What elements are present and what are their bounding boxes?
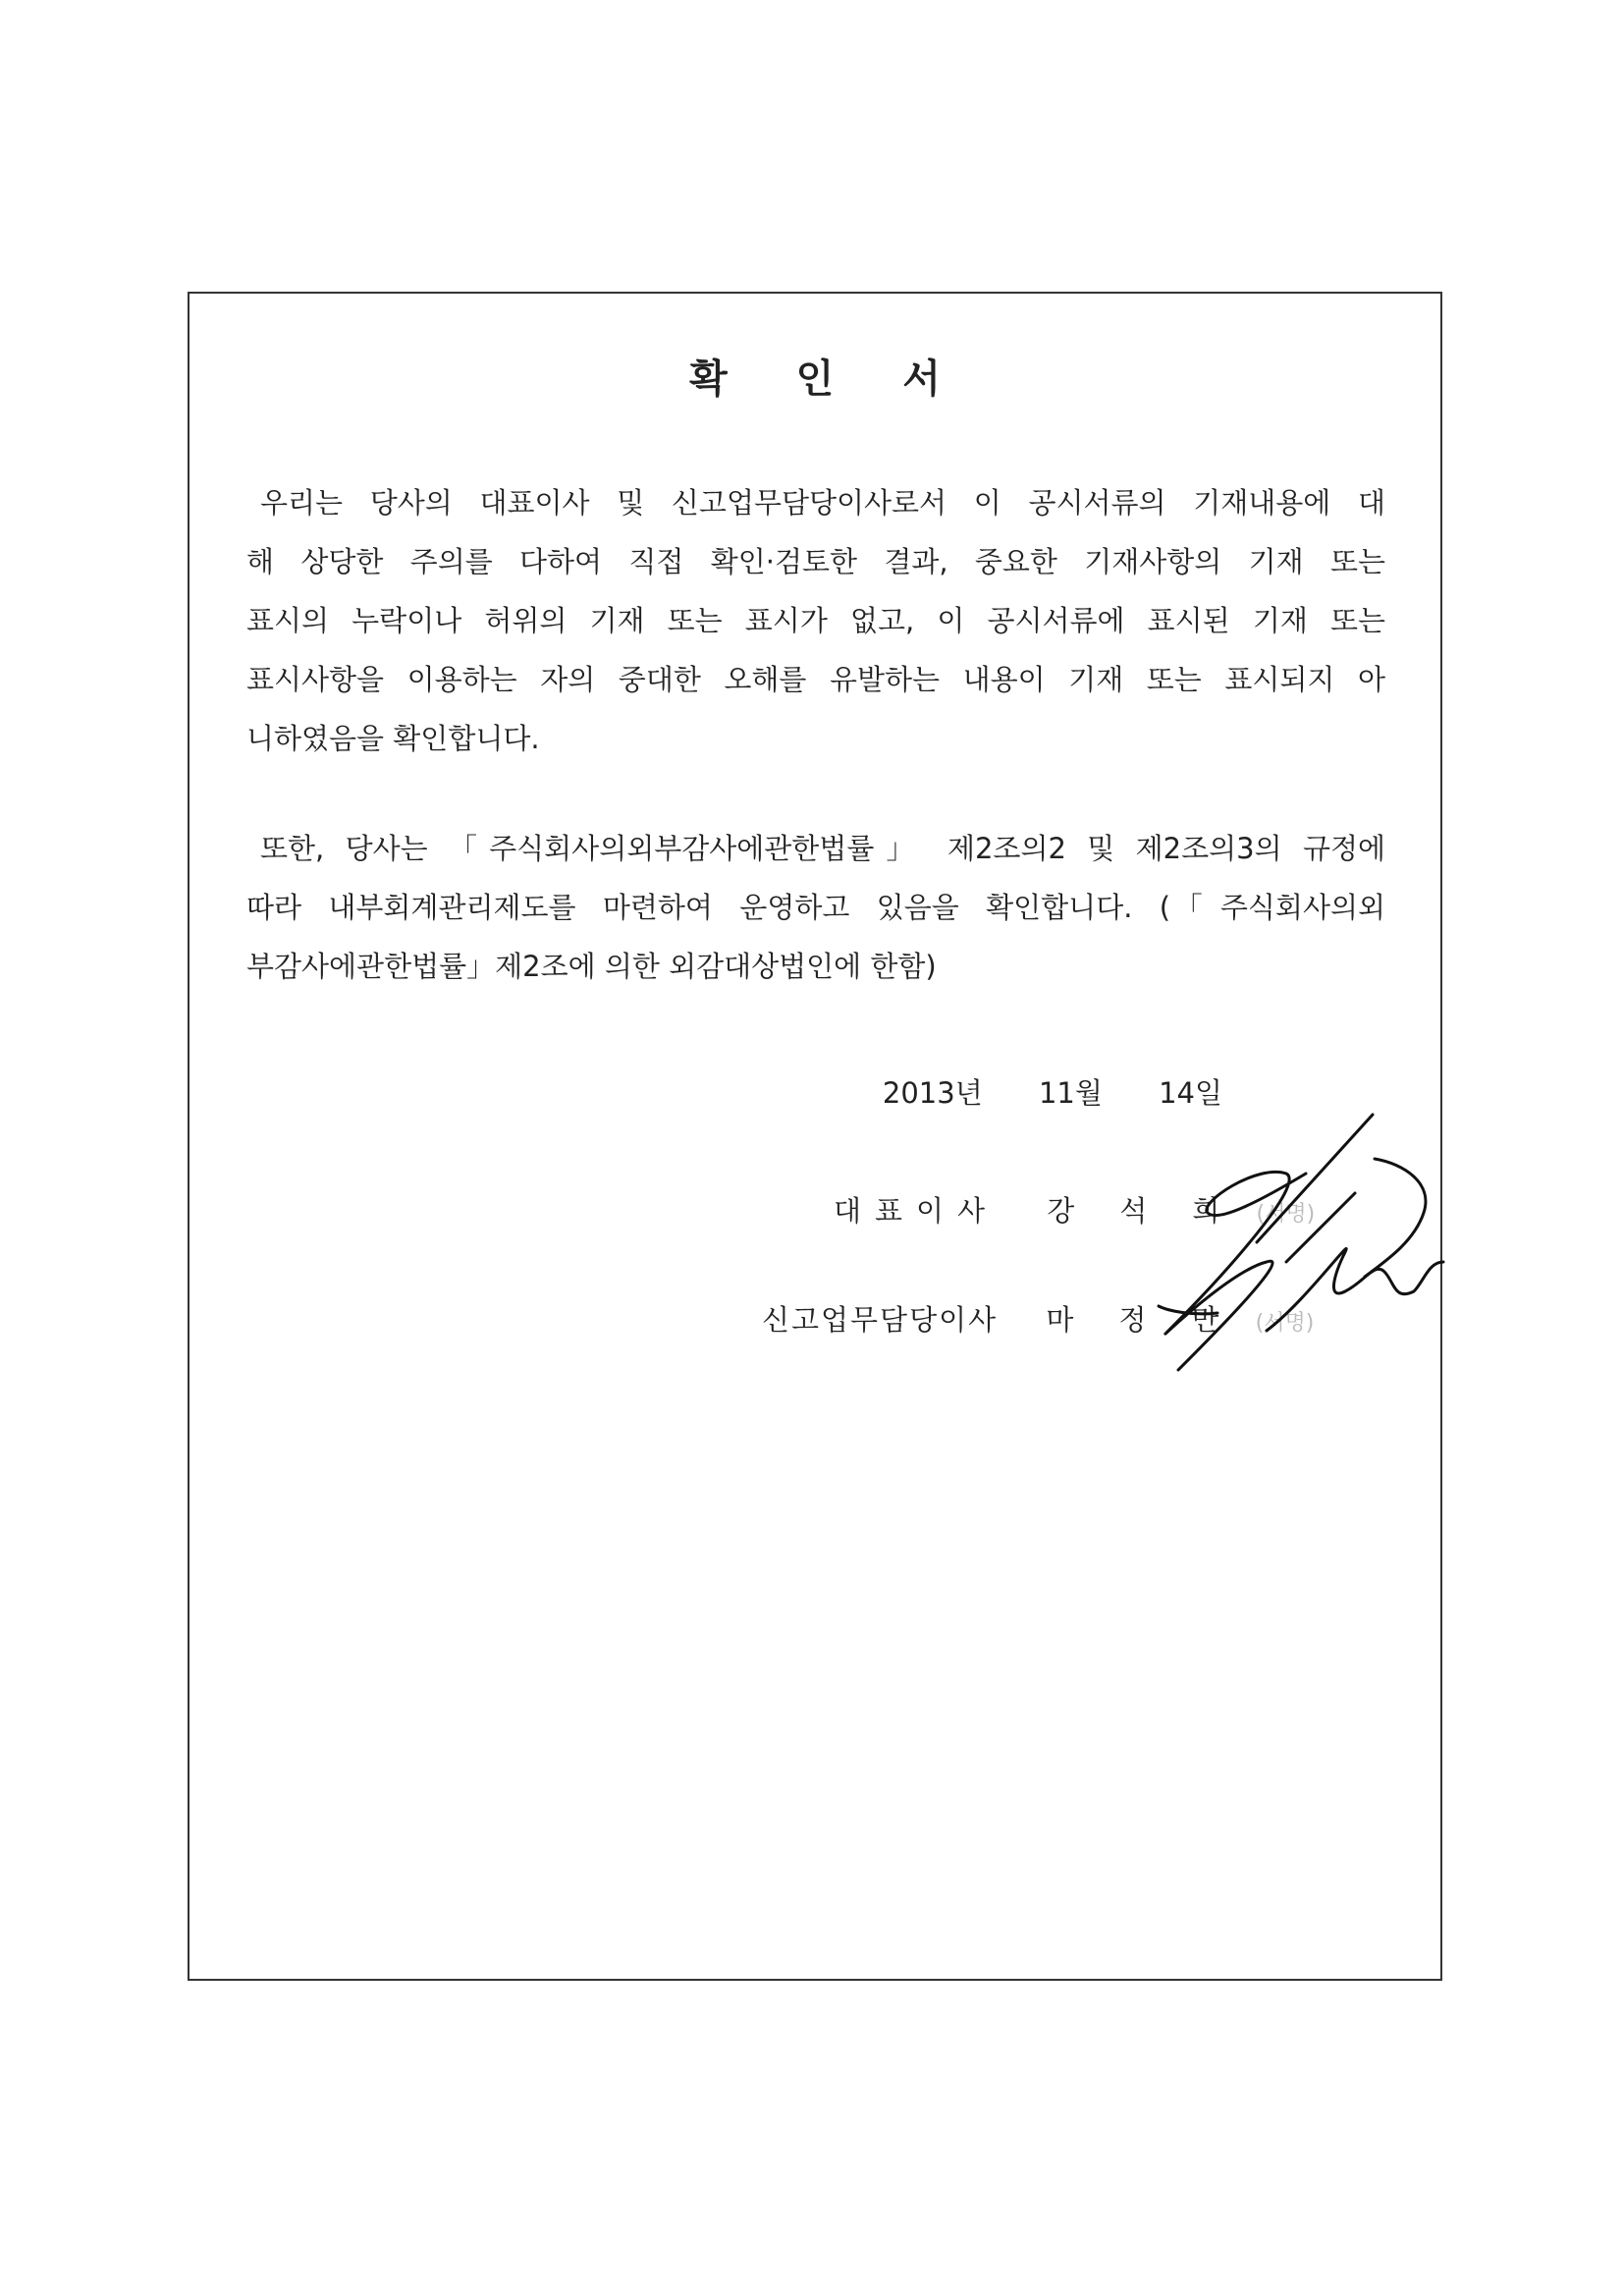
paragraph-line: 우리는 당사의 대표이사 및 신고업무담당이사로서 이 공시서류의 기재내용에 대 [260,486,1385,519]
paragraph-line: 해 상당한 주의를 다하여 직접 확인·검토한 결과, 중요한 기재사항의 기재 또는 [246,545,1385,578]
handwritten-signature [1109,1105,1453,1380]
title-char: 인 [795,356,835,402]
paragraph-line: 표시의 누락이나 허위의 기재 또는 표시가 없고, 이 공시서류에 표시된 기재 또는 [246,604,1385,637]
paragraph-line: 부감사에관한법률」제2조에 의한 외감대상법인에 한함) [246,950,937,983]
signer-role: 신고업무담당이사 [762,1303,999,1337]
document-title [189,348,1440,404]
date-month: 11월 [1038,1076,1103,1110]
paragraph-confirmation [246,473,1385,768]
signature-mark: (서명) [1255,1311,1315,1336]
paragraph-internal-control [246,819,1385,996]
date-day: 14일 [1159,1076,1222,1110]
title-char: 서 [902,356,941,402]
signer-role: 대표이사 [834,1194,1000,1228]
paragraph-line: 표시사항을 이용하는 자의 중대한 오해를 유발하는 내용이 기재 또는 표시되지 아 [246,663,1385,696]
paragraph-line: 따라 내부회계관리제도를 마련하여 운영하고 있음을 확인합니다. (「주식회사의외 [246,891,1385,924]
signer-name: 마정만 [1046,1303,1265,1337]
date-year: 2013년 [882,1076,983,1110]
paragraph-line: 또한, 당사는 「주식회사의외부감사에관한법률」 제2조의2 및 제2조의3의 규정에 [260,832,1385,865]
signature-mark: (서명) [1256,1202,1316,1227]
title-char: 확 [689,356,728,402]
paragraph-line: 니하였음을 확인합니다. [246,722,540,755]
signer-name: 강석희 [1047,1194,1266,1228]
